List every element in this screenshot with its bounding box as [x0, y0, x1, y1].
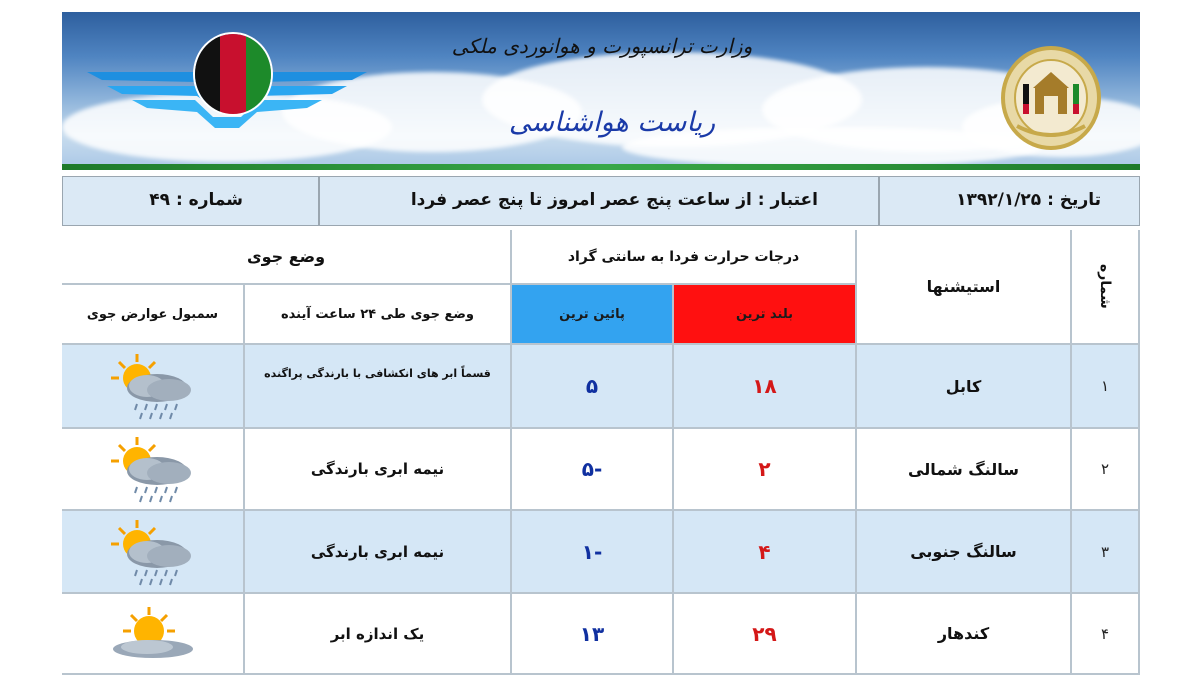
col-header-weather: وضع جوی [62, 230, 512, 285]
header-banner [62, 12, 1140, 170]
sun-cloud-rain-icon [107, 350, 199, 422]
row-4-number: ۴ [1072, 594, 1140, 675]
row-2-weather: نیمه ابری بارندگی [245, 429, 512, 511]
ministry-title: وزارت ترانسپورت و هوانوردی ملکی [451, 34, 753, 58]
col-header-symbol: سمبول عوارض جوی [62, 285, 245, 345]
row-4-high: ۲۹ [674, 594, 857, 675]
row-3-number: ۳ [1072, 511, 1140, 594]
row-2-high: ۲ [674, 429, 857, 511]
row-4-symbol [62, 594, 245, 675]
row-2-low: -۵ [512, 429, 674, 511]
row-3-weather: نیمه ابری بارندگی [245, 511, 512, 594]
sun-cloud-rain-icon [107, 516, 199, 588]
national-emblem-seal [997, 40, 1105, 150]
row-2-number: ۲ [1072, 429, 1140, 511]
bulletin-validity: اعتبار : از ساعت پنج عصر امروز تا پنج عصر فردا [410, 190, 818, 210]
afghan-flag-emblem [193, 32, 273, 116]
row-2-station: سالنگ شمالی [857, 429, 1072, 511]
row-2-symbol [62, 429, 245, 511]
row-4-weather: یک اندازه ابر [245, 594, 512, 675]
col-header-weather-desc: وضع جوی طی ۲۴ ساعت آینده [245, 285, 512, 345]
col-header-number: شماره [1072, 230, 1140, 345]
row-4-station: کندهار [857, 594, 1072, 675]
row-3-station: سالنگ جنوبی [857, 511, 1072, 594]
row-3-symbol [62, 511, 245, 594]
bulletin-number: شماره : ۴۹ [149, 190, 243, 210]
row-1-symbol [62, 345, 245, 429]
bulletin-date: تاریخ : ۱۳۹۲/۱/۲۵ [956, 190, 1101, 210]
row-3-high: ۴ [674, 511, 857, 594]
department-title: ریاست هواشناسی [508, 107, 716, 138]
sun-cloud-rain-icon [107, 433, 199, 505]
row-1-weather: قسماً ابر های انکشافی با بارندگی پراگنده [245, 345, 512, 429]
sun-cloud-icon [107, 603, 199, 665]
row-1-station: کابل [857, 345, 1072, 429]
col-header-temperature: درجات حرارت فردا به سانتی گراد [512, 230, 857, 285]
col-header-stations: استیشنها [857, 230, 1072, 345]
row-3-low: -۱ [512, 511, 674, 594]
row-1-number: ۱ [1072, 345, 1140, 429]
row-1-high: ۱۸ [674, 345, 857, 429]
bulletin-info-row [62, 176, 1140, 226]
col-header-low: پائین ترین [512, 285, 674, 345]
banner-green-strip [62, 164, 1140, 170]
col-header-high: بلند ترین [674, 285, 857, 345]
row-4-low: ۱۳ [512, 594, 674, 675]
row-1-low: ۵ [512, 345, 674, 429]
